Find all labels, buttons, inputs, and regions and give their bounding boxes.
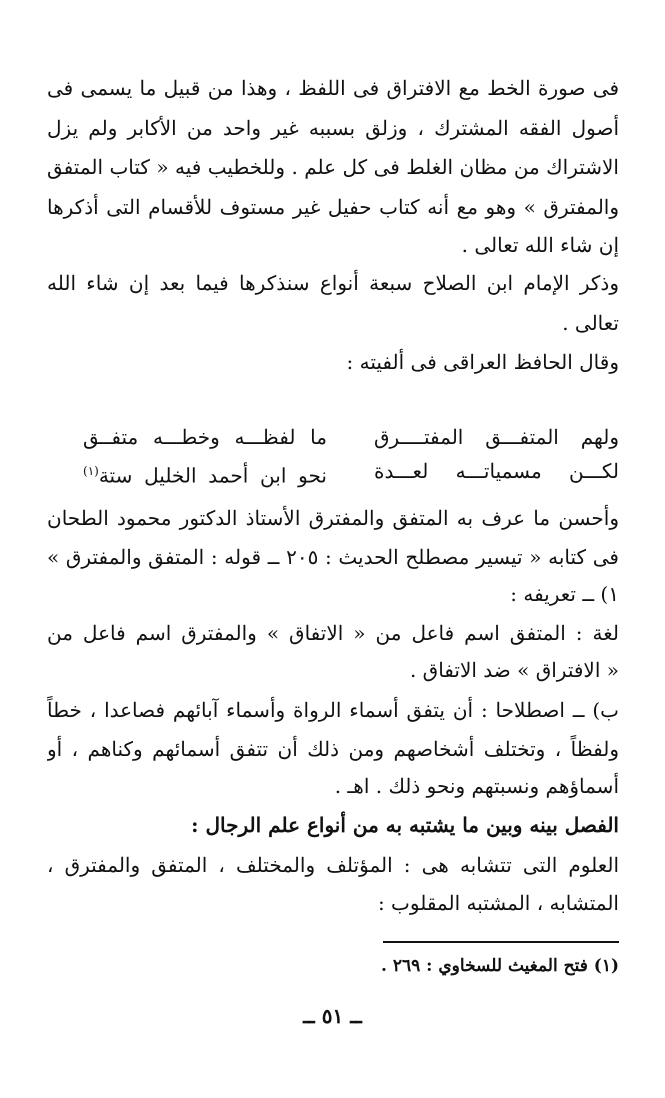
section-heading: الفصل بينه وبين ما يشتبه به من أنواع علم الرجال :	[191, 813, 619, 837]
verse-text: نحو ابن أحمد الخليل ستة	[98, 463, 327, 488]
body-line: ب) ــ اصطلاحا : أن يتفق أسماء الرواة وأسماء آبائهم فصاعدا ، خطاً	[47, 698, 619, 722]
footnote-marker: (١)	[83, 464, 99, 478]
body-line: فى صورة الخط مع الافتراق فى اللفظ ، وهذا من قبيل ما يسمى فى	[47, 76, 619, 100]
body-line: لغة : المتفق اسم فاعل من « الاتفاق » والمفترق اسم فاعل من	[47, 621, 619, 645]
body-line: ١) ــ تعريفه :	[510, 582, 619, 606]
body-line: العلوم التى تتشابه هى : المؤتلف والمختلف ، المتفق والمفترق ،	[47, 853, 619, 877]
footnote-separator	[383, 941, 619, 943]
verse-hemistich: ما لفظـــه وخطـــه متفــق	[83, 425, 327, 449]
body-line: أسماؤهم ونسبتهم ونحو ذلك . اهـ .	[334, 774, 619, 798]
body-line: أصول الفقه المشترك ، وزلق بسببه غير واحد من الأكابر ولم يزل	[47, 116, 619, 140]
body-line: وقال الحافظ العراقى فى ألفيته :	[346, 350, 619, 374]
verse-hemistich	[83, 457, 327, 490]
body-line: فى كتابه « تيسير مصطلح الحديث : ٢٠٥ ــ قوله : المتفق والمفترق »	[47, 545, 619, 569]
body-line: تعالى .	[562, 311, 619, 335]
body-line: الاشتراك من مظان الغلط فى كل علم . وللخطيب فيه « كتاب المتفق	[47, 155, 619, 179]
page-number: ــ ٥١ ــ	[303, 1004, 362, 1028]
footnote: (١) فتح المغيث للسخاوي : ٢٦٩ .	[381, 956, 619, 976]
body-line: « الافتراق » ضد الاتفاق .	[409, 658, 619, 682]
body-line: والمفترق » وهو مع أنه كتاب حفيل غير مستوف للأقسام التى أذكرها	[47, 195, 619, 219]
body-line: وأحسن ما عرف به المتفق والمفترق الأستاذ الدكتور محمود الطحان	[47, 506, 619, 530]
verse-hemistich: ولهم المتفـــق المفتــــرق	[374, 425, 619, 449]
body-line: إن شاء الله تعالى .	[461, 233, 619, 257]
body-line: المتشابه ، المشتبه المقلوب :	[377, 891, 619, 915]
body-line: ولفظاً ، وتختلف أشخاصهم ومن ذلك أن تتفق أسمائهم وكناهم ، أو	[47, 737, 619, 761]
verse-hemistich: لكـــن مسمياتـــه لعـــدة	[374, 459, 619, 483]
body-line: وذكر الإمام ابن الصلاح سبعة أنواع سنذكرها فيما بعد إن شاء الله	[47, 271, 619, 295]
